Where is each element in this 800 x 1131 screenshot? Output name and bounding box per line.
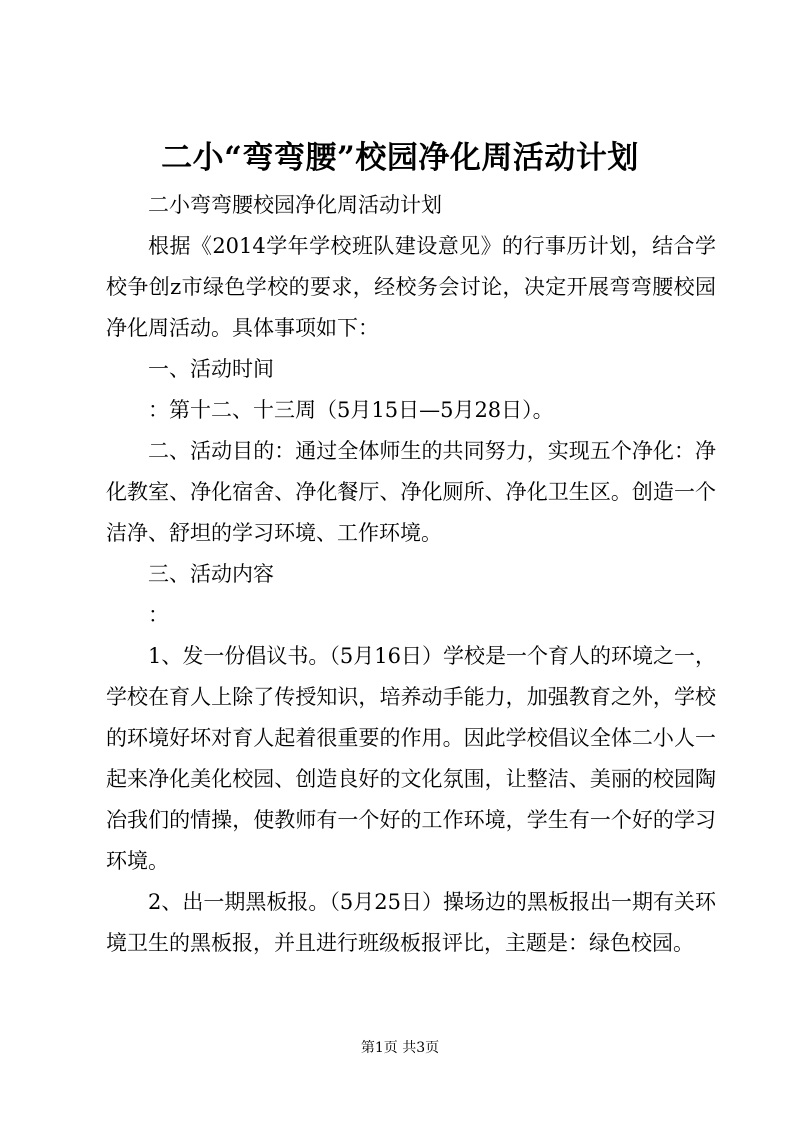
document-title: 二小“弯弯腰”校园净化周活动计划	[161, 140, 639, 176]
paragraph-colon: ：	[148, 603, 169, 627]
page-footer: 第1页 共3页	[360, 1040, 440, 1056]
paragraph-item-1: 1、发一份倡议书。（5月16日）学校是一个育人的环境之一，学校在育人上除了传授知识，培养动手能力，加强教育之外，学校的环境好坏对育人起着很重要的作用。因此学校倡议全体二小人一起来净化美化校园、创造良好的文化氛围，让整洁、美丽的校园陶冶我们的情操，使教师有一个好的工作环境，学生有一个好的学习环境。	[106, 644, 716, 873]
paragraph-section-time-detail: ：第十二、十三周（5月15日—5月28日）。	[148, 398, 554, 422]
document-body	[106, 185, 716, 964]
paragraph-item-2: 2、出一期黑板报。（5月25日）操场边的黑板报出一期有关环境卫生的黑板报，并且进行班级板报评比，主题是：绿色校园。	[106, 890, 716, 955]
paragraph-section-time-heading: 一、活动时间	[148, 357, 274, 381]
paragraph-subtitle: 二小弯弯腰校园净化周活动计划	[148, 193, 442, 217]
paragraph-intro: 根据《2014学年学校班队建设意见》的行事历计划，结合学校争创z市绿色学校的要求，经校务会讨论，决定开展弯弯腰校园净化周活动。具体事项如下：	[106, 234, 716, 340]
paragraph-section-content-heading: 三、活动内容	[148, 562, 274, 586]
paragraph-section-purpose: 二、活动目的：通过全体师生的共同努力，实现五个净化：净化教室、净化宿舍、净化餐厅、净化厕所、净化卫生区。创造一个洁净、舒坦的学习环境、工作环境。	[106, 439, 716, 545]
